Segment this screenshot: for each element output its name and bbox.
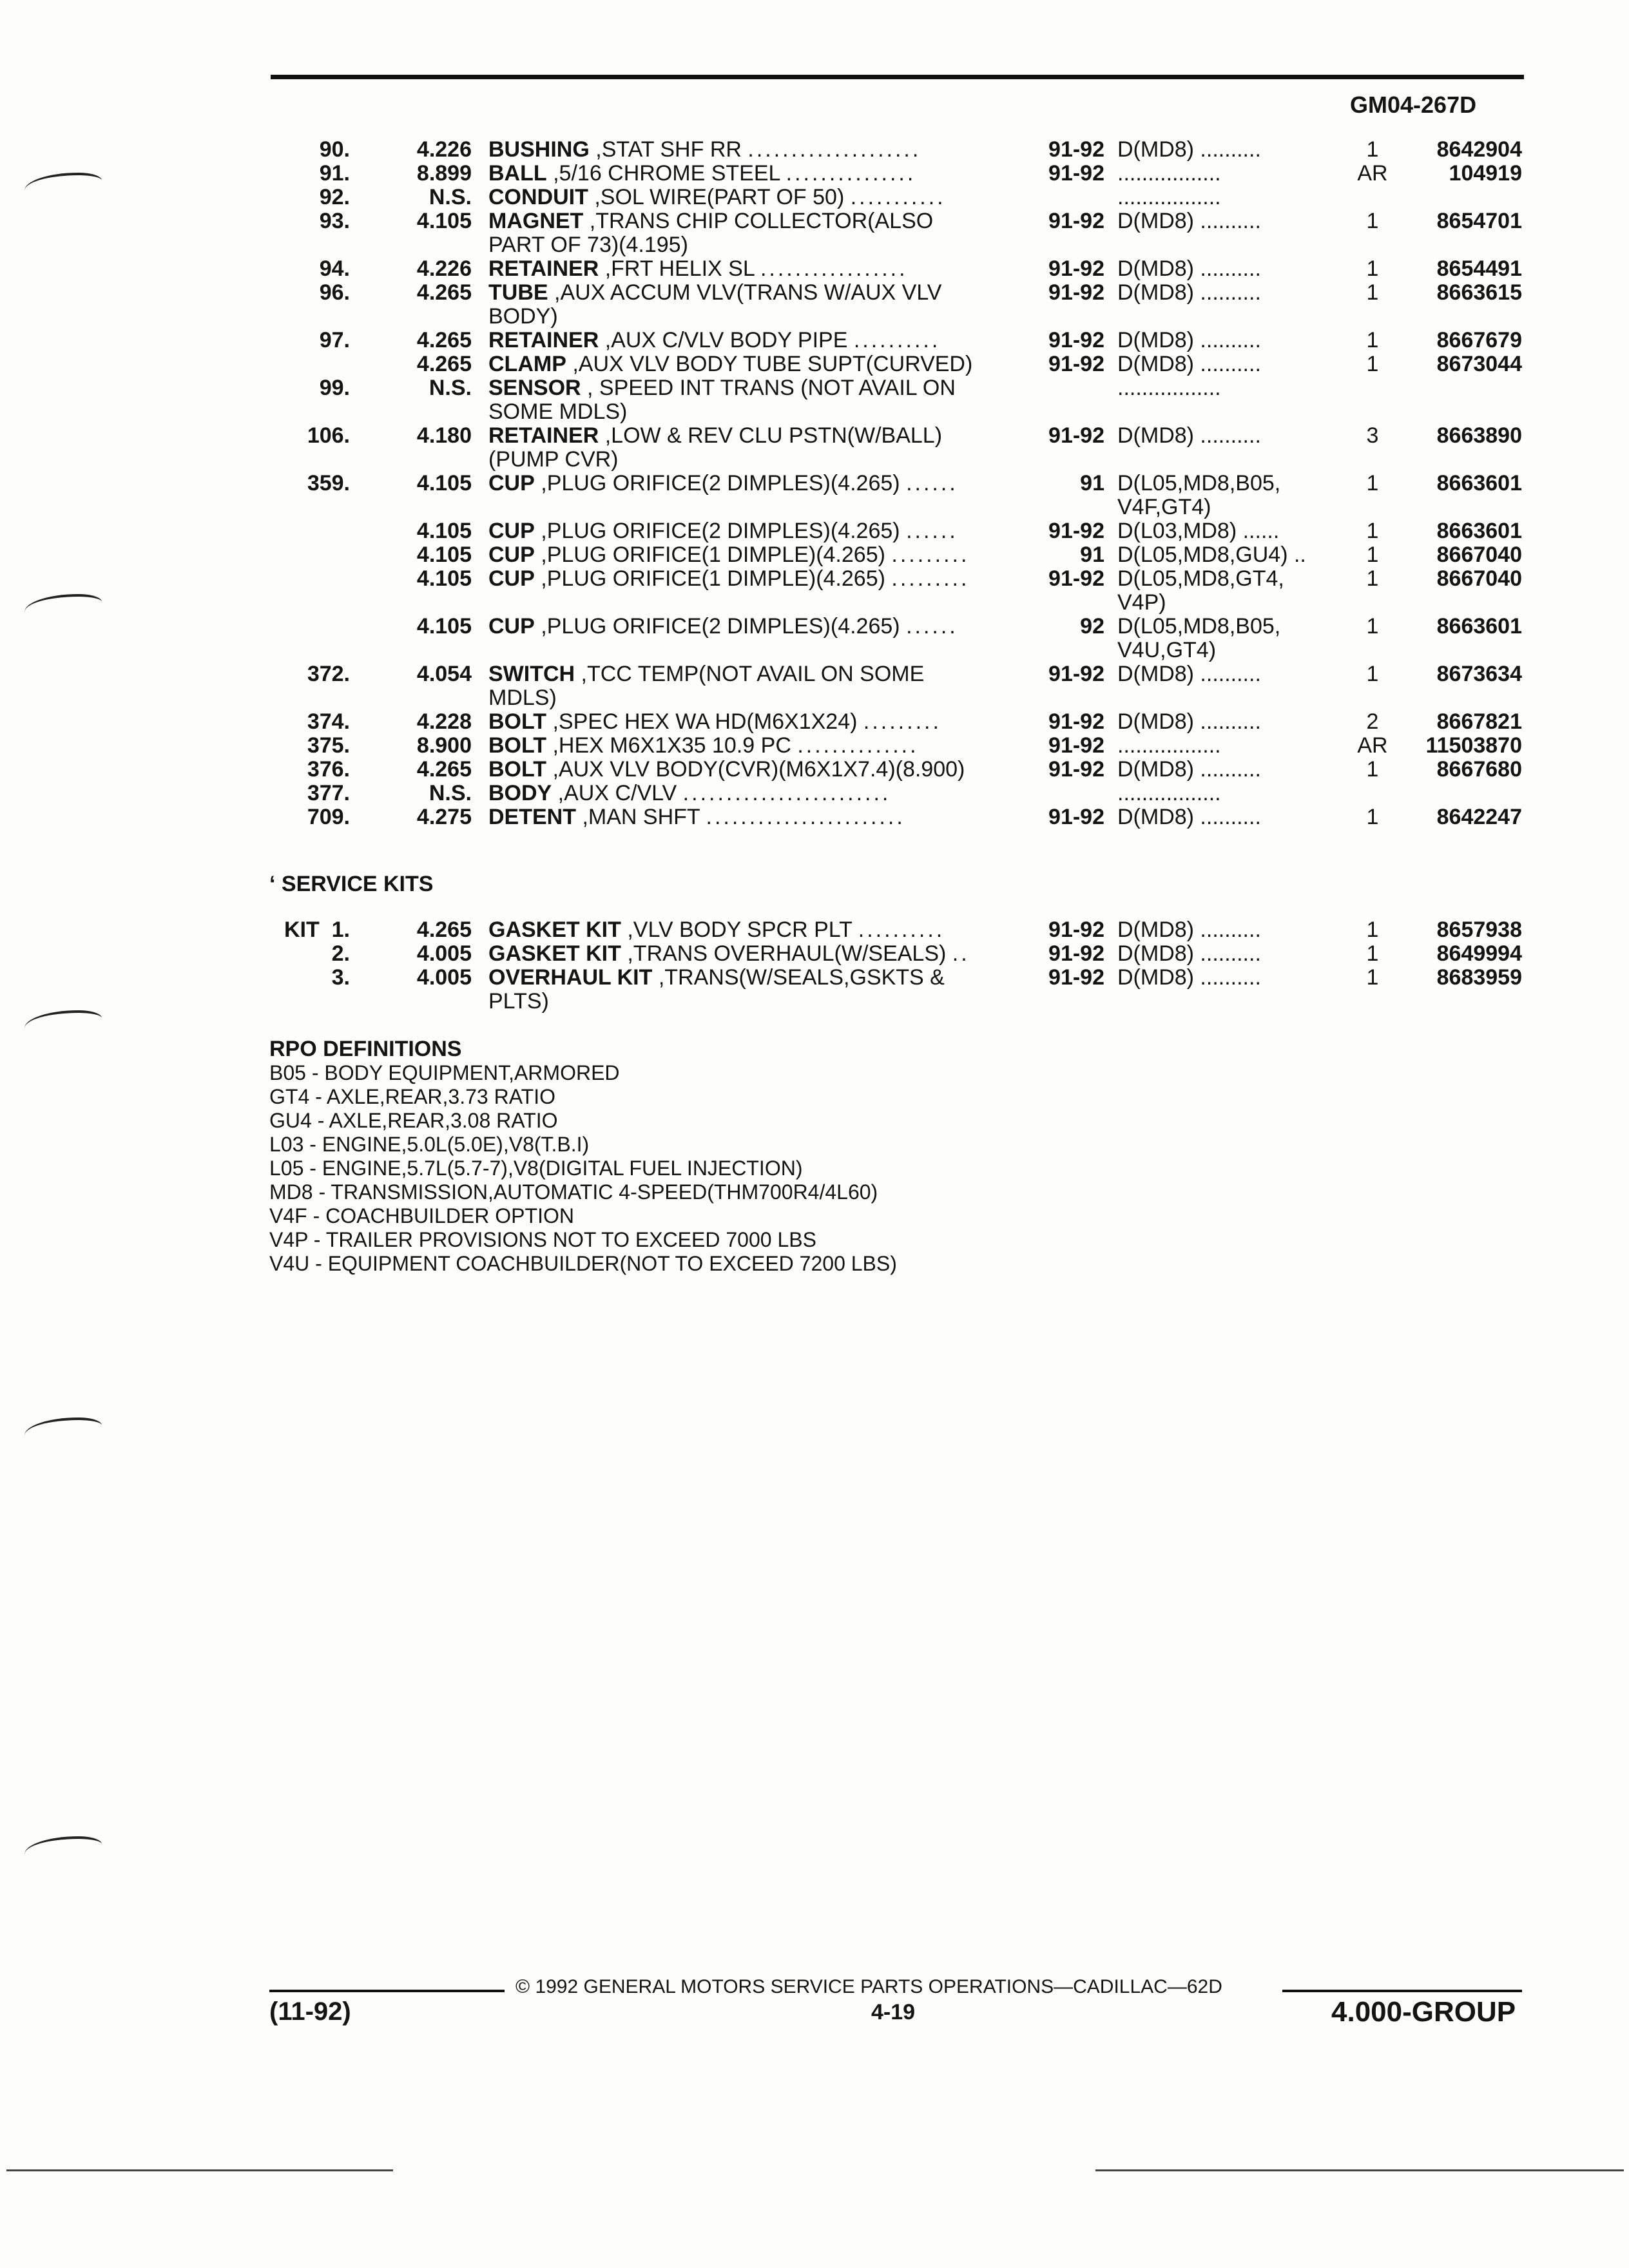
model-years: 91-92 bbox=[1048, 137, 1104, 162]
item-number: 106. bbox=[307, 423, 350, 448]
part-name: SENSOR bbox=[488, 376, 581, 400]
rpo-item: L03 - ENGINE,5.0L(5.0E),V8(T.B.I) bbox=[269, 1133, 590, 1156]
part-description bbox=[488, 543, 1009, 567]
part-number: 8663615 bbox=[1436, 280, 1522, 305]
part-description bbox=[488, 966, 1009, 990]
table-row bbox=[0, 805, 1547, 829]
quantity: 1 bbox=[1366, 471, 1379, 495]
application: ................. bbox=[1117, 734, 1221, 758]
leader-dots: ......... bbox=[891, 543, 970, 567]
model-years: 91 bbox=[1080, 471, 1104, 495]
part-detail: ,AUX VLV BODY(CVR)(M6X1X7.4)(8.900) bbox=[546, 758, 965, 782]
part-name: CUP bbox=[488, 472, 535, 495]
table-row bbox=[0, 352, 1547, 376]
part-name: BUSHING bbox=[488, 138, 590, 162]
part-detail: ,MAN SHFT bbox=[576, 805, 706, 829]
leader-dots: ......... bbox=[863, 710, 941, 734]
group-label: 4.000-GROUP bbox=[1331, 1996, 1516, 2028]
part-name: RETAINER bbox=[488, 329, 599, 352]
group-number: 8.899 bbox=[416, 161, 472, 186]
part-number: 8654491 bbox=[1436, 256, 1522, 281]
part-number: 8642247 bbox=[1436, 805, 1522, 829]
application: D(L03,MD8) ...... bbox=[1117, 519, 1280, 543]
part-detail: ,STAT SHF RR bbox=[589, 138, 748, 162]
model-years: 91-92 bbox=[1048, 566, 1104, 591]
group-number: 4.226 bbox=[416, 256, 472, 281]
model-years: 91-92 bbox=[1048, 733, 1104, 758]
table-row bbox=[0, 257, 1547, 281]
copyright-line: © 1992 GENERAL MOTORS SERVICE PARTS OPERATIONS—CADILLAC—62D bbox=[516, 1976, 1222, 1997]
part-name: RETAINER bbox=[488, 257, 599, 281]
part-name: CUP bbox=[488, 519, 535, 543]
model-years: 91 bbox=[1080, 543, 1104, 567]
leader-dots: ......... bbox=[891, 567, 970, 591]
model-years: 91-92 bbox=[1048, 757, 1104, 782]
rpo-title: RPO DEFINITIONS bbox=[269, 1037, 462, 1061]
part-detail: ,PLUG ORIFICE(1 DIMPLE)(4.265) bbox=[534, 567, 892, 591]
binder-hole-mark bbox=[24, 1010, 102, 1036]
leader-dots: ...... bbox=[906, 472, 958, 495]
part-number: 104919 bbox=[1449, 161, 1522, 186]
model-years: 91-92 bbox=[1048, 280, 1104, 305]
table-row bbox=[0, 519, 1547, 543]
item-number: 709. bbox=[307, 805, 350, 829]
part-name: CUP bbox=[488, 615, 535, 639]
model-years: 91-92 bbox=[1048, 519, 1104, 543]
quantity: 1 bbox=[1366, 965, 1379, 990]
table-row bbox=[0, 710, 1547, 734]
leader-dots: ............... bbox=[786, 162, 916, 186]
rpo-item: V4P - TRAILER PROVISIONS NOT TO EXCEED 7000 LBS bbox=[269, 1228, 816, 1251]
application: D(MD8) .......... bbox=[1117, 758, 1261, 782]
quantity: 1 bbox=[1366, 918, 1379, 942]
top-rule bbox=[271, 75, 1524, 79]
scan-edge-line bbox=[1095, 2169, 1624, 2171]
application: D(MD8) .......... bbox=[1117, 138, 1261, 162]
description-continuation: SOME MDLS) bbox=[488, 399, 628, 424]
item-number: 359. bbox=[307, 471, 350, 495]
rpo-item: V4F - COACHBUILDER OPTION bbox=[269, 1204, 574, 1227]
binder-hole-mark bbox=[24, 1836, 102, 1862]
part-description bbox=[488, 424, 1009, 448]
part-name: CUP bbox=[488, 543, 535, 567]
application: D(L05,MD8,B05, bbox=[1117, 615, 1281, 639]
part-detail: ,TRANS(W/SEALS,GSKTS & bbox=[652, 966, 945, 990]
part-name: MAGNET bbox=[488, 209, 584, 233]
part-name: GASKET KIT bbox=[488, 918, 621, 942]
group-number: N.S. bbox=[429, 781, 472, 805]
leader-dots: ........................ bbox=[682, 782, 891, 805]
quantity: AR bbox=[1357, 161, 1388, 186]
quantity: 1 bbox=[1366, 757, 1379, 782]
model-years: 91-92 bbox=[1048, 161, 1104, 186]
part-detail: ,HEX M6X1X35 10.9 PC bbox=[546, 734, 798, 758]
table-row bbox=[0, 734, 1547, 758]
part-detail: ,VLV BODY SPCR PLT bbox=[621, 918, 858, 942]
part-number: 8654701 bbox=[1436, 209, 1522, 233]
part-description bbox=[488, 662, 1009, 686]
part-name: TUBE bbox=[488, 281, 548, 305]
part-description bbox=[488, 942, 1009, 966]
model-years: 91-92 bbox=[1048, 965, 1104, 990]
model-years: 91-92 bbox=[1048, 662, 1104, 686]
rpo-item: MD8 - TRANSMISSION,AUTOMATIC 4-SPEED(THM700R4/4L60) bbox=[269, 1180, 878, 1204]
quantity: 1 bbox=[1366, 328, 1379, 352]
group-number: 4.265 bbox=[416, 757, 472, 782]
group-number: 4.105 bbox=[416, 209, 472, 233]
description-continuation: BODY) bbox=[488, 304, 558, 329]
application: D(MD8) .......... bbox=[1117, 918, 1261, 942]
application: D(L05,MD8,GT4, bbox=[1117, 567, 1284, 591]
part-detail: ,AUX C/VLV BODY PIPE bbox=[599, 329, 854, 352]
leader-dots: ........... bbox=[850, 186, 946, 209]
table-row bbox=[0, 966, 1547, 990]
part-name: BALL bbox=[488, 162, 547, 186]
group-number: N.S. bbox=[429, 376, 472, 400]
table-row bbox=[0, 472, 1547, 495]
model-years: 91-92 bbox=[1048, 352, 1104, 376]
part-number: 8667821 bbox=[1436, 709, 1522, 734]
part-number: 8663601 bbox=[1436, 471, 1522, 495]
part-description bbox=[488, 615, 1009, 639]
table-row bbox=[0, 782, 1547, 805]
model-years: 91-92 bbox=[1048, 423, 1104, 448]
group-number: 4.105 bbox=[416, 614, 472, 639]
part-description bbox=[488, 567, 1009, 591]
binder-hole-mark bbox=[24, 594, 102, 620]
part-description bbox=[488, 281, 1009, 305]
part-detail: ,TCC TEMP(NOT AVAIL ON SOME bbox=[575, 662, 925, 686]
part-detail: ,AUX ACCUM VLV(TRANS W/AUX VLV bbox=[548, 281, 942, 305]
group-number: 4.005 bbox=[416, 965, 472, 990]
table-row bbox=[0, 138, 1547, 162]
part-number: 8667680 bbox=[1436, 757, 1522, 782]
table-row bbox=[0, 281, 1547, 305]
application: D(MD8) .......... bbox=[1117, 424, 1261, 448]
part-name: BOLT bbox=[488, 758, 547, 782]
part-number: 8663890 bbox=[1436, 423, 1522, 448]
part-name: DETENT bbox=[488, 805, 576, 829]
part-description bbox=[488, 782, 1009, 805]
application: D(L05,MD8,GU4) .. bbox=[1117, 543, 1306, 567]
group-number: 4.265 bbox=[416, 280, 472, 305]
part-description bbox=[488, 257, 1009, 281]
part-name: RETAINER bbox=[488, 424, 599, 448]
part-description bbox=[488, 329, 1009, 352]
part-description bbox=[488, 209, 1009, 233]
revision-date: (11-92) bbox=[269, 1997, 351, 2026]
group-number: 4.105 bbox=[416, 566, 472, 591]
quantity: 1 bbox=[1366, 805, 1379, 829]
application: D(MD8) .......... bbox=[1117, 352, 1261, 376]
item-number: 374. bbox=[307, 709, 350, 734]
scan-edge-line bbox=[6, 2169, 393, 2171]
rpo-item: L05 - ENGINE,5.7L(5.7-7),V8(DIGITAL FUEL INJECTION) bbox=[269, 1157, 803, 1180]
leader-dots: .................... bbox=[747, 138, 921, 162]
table-row bbox=[0, 662, 1547, 686]
item-number: 377. bbox=[307, 781, 350, 805]
part-number: 8642904 bbox=[1436, 137, 1522, 162]
quantity: 1 bbox=[1366, 614, 1379, 639]
quantity: 1 bbox=[1366, 543, 1379, 567]
item-number: 93. bbox=[319, 209, 350, 233]
part-detail: , SPEED INT TRANS (NOT AVAIL ON bbox=[581, 376, 956, 400]
application: D(MD8) .......... bbox=[1117, 257, 1261, 281]
part-name: GASKET KIT bbox=[488, 942, 621, 966]
group-number: N.S. bbox=[429, 185, 472, 209]
leader-dots: ...... bbox=[906, 519, 958, 543]
group-number: 4.226 bbox=[416, 137, 472, 162]
table-row bbox=[0, 615, 1547, 639]
application: D(L05,MD8,B05, bbox=[1117, 472, 1281, 495]
quantity: 1 bbox=[1366, 566, 1379, 591]
group-number: 4.005 bbox=[416, 941, 472, 966]
leader-dots: .......... bbox=[858, 918, 945, 942]
item-number: 96. bbox=[319, 280, 350, 305]
application: ................. bbox=[1117, 186, 1221, 209]
part-detail: ,LOW & REV CLU PSTN(W/BALL) bbox=[599, 424, 943, 448]
quantity: 1 bbox=[1366, 137, 1379, 162]
part-description bbox=[488, 918, 1009, 942]
model-years: 91-92 bbox=[1048, 805, 1104, 829]
item-number: 94. bbox=[319, 256, 350, 281]
footer-rule-right bbox=[1282, 1990, 1522, 1992]
part-name: SWITCH bbox=[488, 662, 575, 686]
part-detail: ,AUX C/VLV bbox=[552, 782, 683, 805]
model-years: 91-92 bbox=[1048, 256, 1104, 281]
item-number: 375. bbox=[307, 733, 350, 758]
item-number: 3. bbox=[331, 965, 350, 990]
group-number: 4.180 bbox=[416, 423, 472, 448]
part-description bbox=[488, 138, 1009, 162]
item-number: 372. bbox=[307, 662, 350, 686]
part-description bbox=[488, 805, 1009, 829]
part-description bbox=[488, 519, 1009, 543]
application-continuation: V4P) bbox=[1117, 590, 1166, 615]
model-years: 91-92 bbox=[1048, 709, 1104, 734]
description-continuation: PART OF 73)(4.195) bbox=[488, 233, 688, 257]
part-detail: ,5/16 CHROME STEEL bbox=[546, 162, 786, 186]
part-number: 8673634 bbox=[1436, 662, 1522, 686]
quantity: 1 bbox=[1366, 280, 1379, 305]
quantity: 1 bbox=[1366, 256, 1379, 281]
quantity: 1 bbox=[1366, 209, 1379, 233]
table-row bbox=[0, 329, 1547, 352]
table-row bbox=[0, 424, 1547, 448]
part-name: BODY bbox=[488, 782, 552, 805]
group-number: 8.900 bbox=[416, 733, 472, 758]
table-row bbox=[0, 942, 1547, 966]
part-name: CUP bbox=[488, 567, 535, 591]
item-number: 97. bbox=[319, 328, 350, 352]
quantity: 1 bbox=[1366, 941, 1379, 966]
application: D(MD8) .......... bbox=[1117, 281, 1261, 305]
part-detail: ,SOL WIRE(PART OF 50) bbox=[588, 186, 851, 209]
model-years: 91-92 bbox=[1048, 941, 1104, 966]
part-number: 8649994 bbox=[1436, 941, 1522, 966]
quantity: 1 bbox=[1366, 662, 1379, 686]
part-detail: ,PLUG ORIFICE(2 DIMPLES)(4.265) bbox=[534, 519, 907, 543]
rpo-item: GT4 - AXLE,REAR,3.73 RATIO bbox=[269, 1085, 555, 1108]
part-detail: ,PLUG ORIFICE(2 DIMPLES)(4.265) bbox=[534, 615, 907, 639]
part-name: BOLT bbox=[488, 734, 547, 758]
quantity: 1 bbox=[1366, 352, 1379, 376]
application: D(MD8) .......... bbox=[1117, 942, 1261, 966]
table-row bbox=[0, 918, 1547, 942]
leader-dots: .......... bbox=[853, 329, 941, 352]
part-detail: ,FRT HELIX SL bbox=[599, 257, 760, 281]
leader-dots: ................. bbox=[760, 257, 908, 281]
footer-rule-left bbox=[269, 1990, 505, 1992]
part-number: 8683959 bbox=[1436, 965, 1522, 990]
quantity: 3 bbox=[1366, 423, 1379, 448]
rpo-definitions bbox=[269, 1037, 897, 1276]
rpo-item: B05 - BODY EQUIPMENT,ARMORED bbox=[269, 1061, 620, 1084]
application-continuation: V4F,GT4) bbox=[1117, 495, 1211, 519]
item-number: KIT 1. bbox=[284, 918, 350, 942]
part-number: 11503870 bbox=[1425, 733, 1522, 758]
application: D(MD8) .......... bbox=[1117, 662, 1261, 686]
page-number: 4-19 bbox=[871, 2000, 916, 2024]
part-detail: ,PLUG ORIFICE(1 DIMPLE)(4.265) bbox=[534, 543, 892, 567]
service-kits-heading: ‘ SERVICE KITS bbox=[269, 872, 434, 896]
table-row bbox=[0, 209, 1547, 233]
part-description bbox=[488, 758, 1009, 782]
application: ................. bbox=[1117, 782, 1221, 805]
table-row bbox=[0, 162, 1547, 186]
part-description bbox=[488, 376, 1009, 400]
part-description bbox=[488, 710, 1009, 734]
part-name: BOLT bbox=[488, 710, 547, 734]
document-code: GM04-267D bbox=[1350, 91, 1477, 118]
part-detail: ,TRANS CHIP COLLECTOR(ALSO bbox=[583, 209, 934, 233]
binder-hole-mark bbox=[24, 1418, 102, 1443]
application: D(MD8) .......... bbox=[1117, 805, 1261, 829]
part-description bbox=[488, 162, 1009, 186]
application: D(MD8) .......... bbox=[1117, 209, 1261, 233]
table-row bbox=[0, 758, 1547, 782]
group-number: 4.228 bbox=[416, 709, 472, 734]
description-continuation: PLTS) bbox=[488, 989, 549, 1014]
part-number: 8657938 bbox=[1436, 918, 1522, 942]
application: ................. bbox=[1117, 376, 1221, 400]
leader-dots: .............. bbox=[797, 734, 919, 758]
group-number: 4.105 bbox=[416, 471, 472, 495]
quantity: 1 bbox=[1366, 519, 1379, 543]
rpo-item: V4U - EQUIPMENT COACHBUILDER(NOT TO EXCEED 7200 LBS) bbox=[269, 1252, 897, 1275]
part-number: 8667040 bbox=[1436, 566, 1522, 591]
group-number: 4.265 bbox=[416, 328, 472, 352]
part-description bbox=[488, 734, 1009, 758]
group-number: 4.054 bbox=[416, 662, 472, 686]
rpo-item: GU4 - AXLE,REAR,3.08 RATIO bbox=[269, 1109, 558, 1132]
group-number: 4.265 bbox=[416, 918, 472, 942]
part-number: 8667679 bbox=[1436, 328, 1522, 352]
item-number: 376. bbox=[307, 757, 350, 782]
application: ................. bbox=[1117, 162, 1221, 186]
description-continuation: (PUMP CVR) bbox=[488, 447, 619, 472]
part-description bbox=[488, 186, 1009, 209]
quantity: AR bbox=[1357, 733, 1388, 758]
part-description bbox=[488, 472, 1009, 495]
part-detail: ,SPEC HEX WA HD(M6X1X24) bbox=[546, 710, 863, 734]
item-number: 99. bbox=[319, 376, 350, 400]
table-row bbox=[0, 543, 1547, 567]
application-continuation: V4U,GT4) bbox=[1117, 638, 1217, 662]
application: D(MD8) .......... bbox=[1117, 329, 1261, 352]
group-number: 4.265 bbox=[416, 352, 472, 376]
service-kits-title: SERVICE KITS bbox=[281, 872, 434, 896]
application: D(MD8) .......... bbox=[1117, 710, 1261, 734]
part-detail: ,AUX VLV BODY TUBE SUPT(CURVED) bbox=[566, 352, 973, 376]
group-number: 4.105 bbox=[416, 519, 472, 543]
item-number: 2. bbox=[331, 941, 350, 966]
item-number: 92. bbox=[319, 185, 350, 209]
part-number: 8667040 bbox=[1436, 543, 1522, 567]
quantity: 2 bbox=[1366, 709, 1379, 734]
group-number: 4.105 bbox=[416, 543, 472, 567]
model-years: 91-92 bbox=[1048, 918, 1104, 942]
table-row bbox=[0, 567, 1547, 591]
leader-dots: ...... bbox=[906, 615, 958, 639]
part-name: OVERHAUL KIT bbox=[488, 966, 653, 990]
item-number: 91. bbox=[319, 161, 350, 186]
table-row bbox=[0, 376, 1547, 400]
part-number: 8663601 bbox=[1436, 614, 1522, 639]
table-row bbox=[0, 186, 1547, 209]
item-number: 90. bbox=[319, 137, 350, 162]
part-name: CLAMP bbox=[488, 352, 566, 376]
part-detail: ,TRANS OVERHAUL(W/SEALS) bbox=[621, 942, 952, 966]
part-name: CONDUIT bbox=[488, 186, 588, 209]
description-continuation: MDLS) bbox=[488, 686, 557, 710]
model-years: 92 bbox=[1080, 614, 1104, 639]
leader-dots: ....................... bbox=[706, 805, 905, 829]
model-years: 91-92 bbox=[1048, 209, 1104, 233]
part-number: 8673044 bbox=[1436, 352, 1522, 376]
part-description bbox=[488, 352, 1009, 376]
part-number: 8663601 bbox=[1436, 519, 1522, 543]
application: D(MD8) .......... bbox=[1117, 966, 1261, 990]
leader-dots: .. bbox=[952, 942, 970, 966]
part-detail: ,PLUG ORIFICE(2 DIMPLES)(4.265) bbox=[534, 472, 907, 495]
model-years: 91-92 bbox=[1048, 328, 1104, 352]
group-number: 4.275 bbox=[416, 805, 472, 829]
